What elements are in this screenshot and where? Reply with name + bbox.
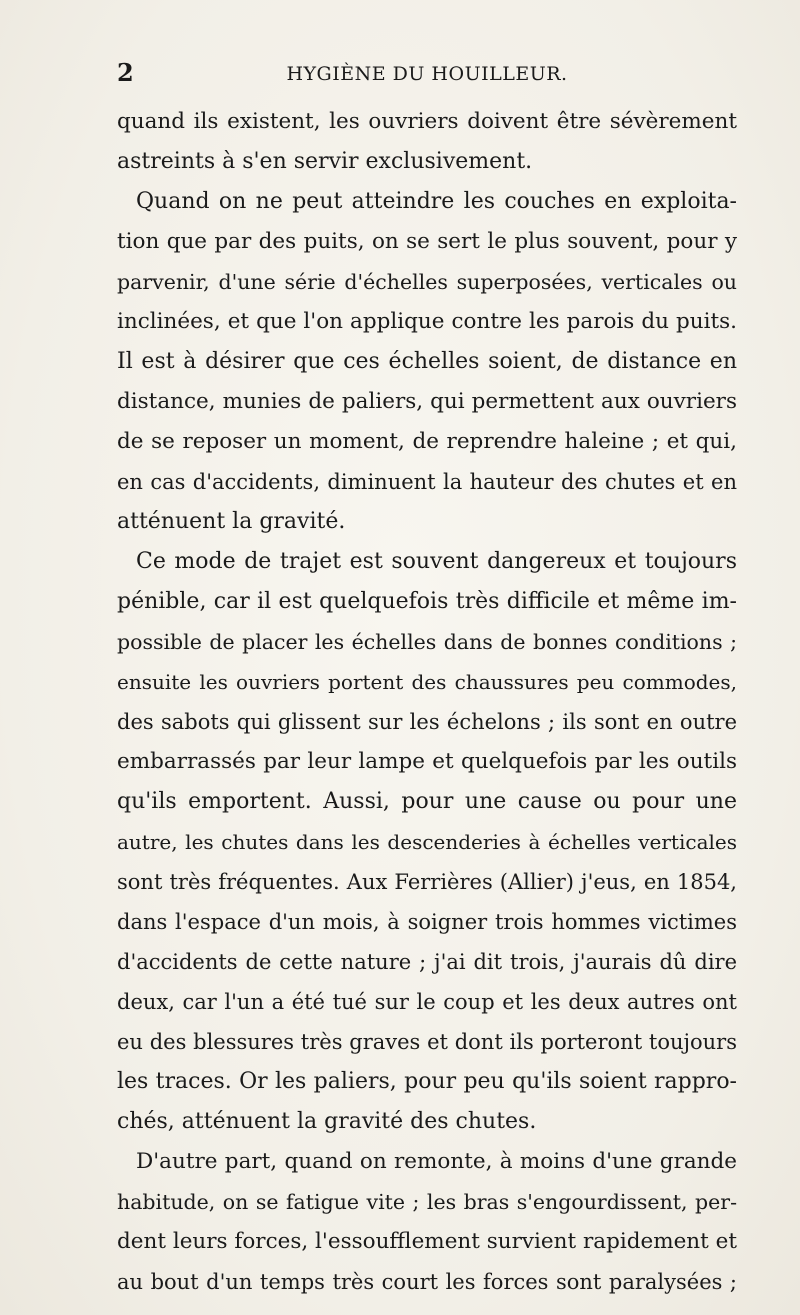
text-line: embarrassés par leur lampe et quelquefois par les outils — [117, 749, 737, 774]
text-line: deux, car l'un a été tué sur le coup et les deux autres ont — [117, 990, 737, 1014]
text-line: Il est à désirer que ces échelles soient, de distance en — [117, 349, 737, 374]
text-line: dans l'espace d'un mois, à soigner trois hommes victimes — [117, 910, 737, 934]
text-line: Ce mode de trajet est souvent dangereux et toujours — [136, 549, 737, 574]
text-line: sont très fréquentes. Aux Ferrières (Allier) j'eus, en 1854, — [117, 870, 737, 894]
text-line: quand ils existent, les ouvriers doivent être sévèrement — [117, 109, 737, 134]
text-line: eu des blessures très graves et dont ils porteront toujours — [117, 1030, 737, 1054]
text-line: chés, atténuent la gravité des chutes. — [117, 1109, 537, 1134]
text-line: astreints à s'en servir exclusivement. — [117, 149, 533, 174]
text-line: autre, les chutes dans les descenderies à échelles verticales — [117, 830, 737, 854]
text-line: des sabots qui glissent sur les échelons ; ils sont en outre — [117, 710, 737, 734]
body-text — [117, 102, 737, 1302]
text-line: habitude, on se fatigue vite ; les bras s'engourdissent, per- — [117, 1190, 737, 1214]
page-header — [117, 58, 737, 88]
running-head: HYGIÈNE DU HOUILLEUR. — [286, 63, 568, 85]
text-line: en cas d'accidents, diminuent la hauteur des chutes et en — [117, 470, 737, 494]
page-number: 2 — [117, 58, 134, 87]
text-line: pénible, car il est quelquefois très difficile et même im- — [117, 589, 737, 614]
text-line: d'accidents de cette nature ; j'ai dit trois, j'aurais dû dire — [117, 950, 737, 974]
text-line: Quand on ne peut atteindre les couches en exploita- — [136, 189, 737, 214]
text-line: inclinées, et que l'on applique contre les parois du puits. — [117, 309, 737, 334]
text-line: D'autre part, quand on remonte, à moins d'une grande — [136, 1149, 737, 1174]
text-line: possible de placer les échelles dans de bonnes conditions ; — [117, 630, 737, 654]
text-line: atténuent la gravité. — [117, 509, 346, 534]
text-line: qu'ils emportent. Aussi, pour une cause ou pour une — [117, 789, 737, 814]
text-line: au bout d'un temps très court les forces sont paralysées ; — [117, 1270, 737, 1294]
text-line: ensuite les ouvriers portent des chaussures peu commodes, — [117, 670, 737, 694]
text-line: parvenir, d'une série d'échelles superposées, verticales ou — [117, 270, 737, 294]
text-line: distance, munies de paliers, qui permettent aux ouvriers — [117, 389, 737, 414]
text-line: dent leurs forces, l'essoufflement survient rapidement et — [117, 1229, 737, 1254]
text-line: les traces. Or les paliers, pour peu qu'ils soient rappro- — [117, 1069, 737, 1094]
text-line: de se reposer un moment, de reprendre haleine ; et qui, — [117, 429, 737, 454]
text-line: tion que par des puits, on se sert le plus souvent, pour y — [117, 229, 737, 254]
